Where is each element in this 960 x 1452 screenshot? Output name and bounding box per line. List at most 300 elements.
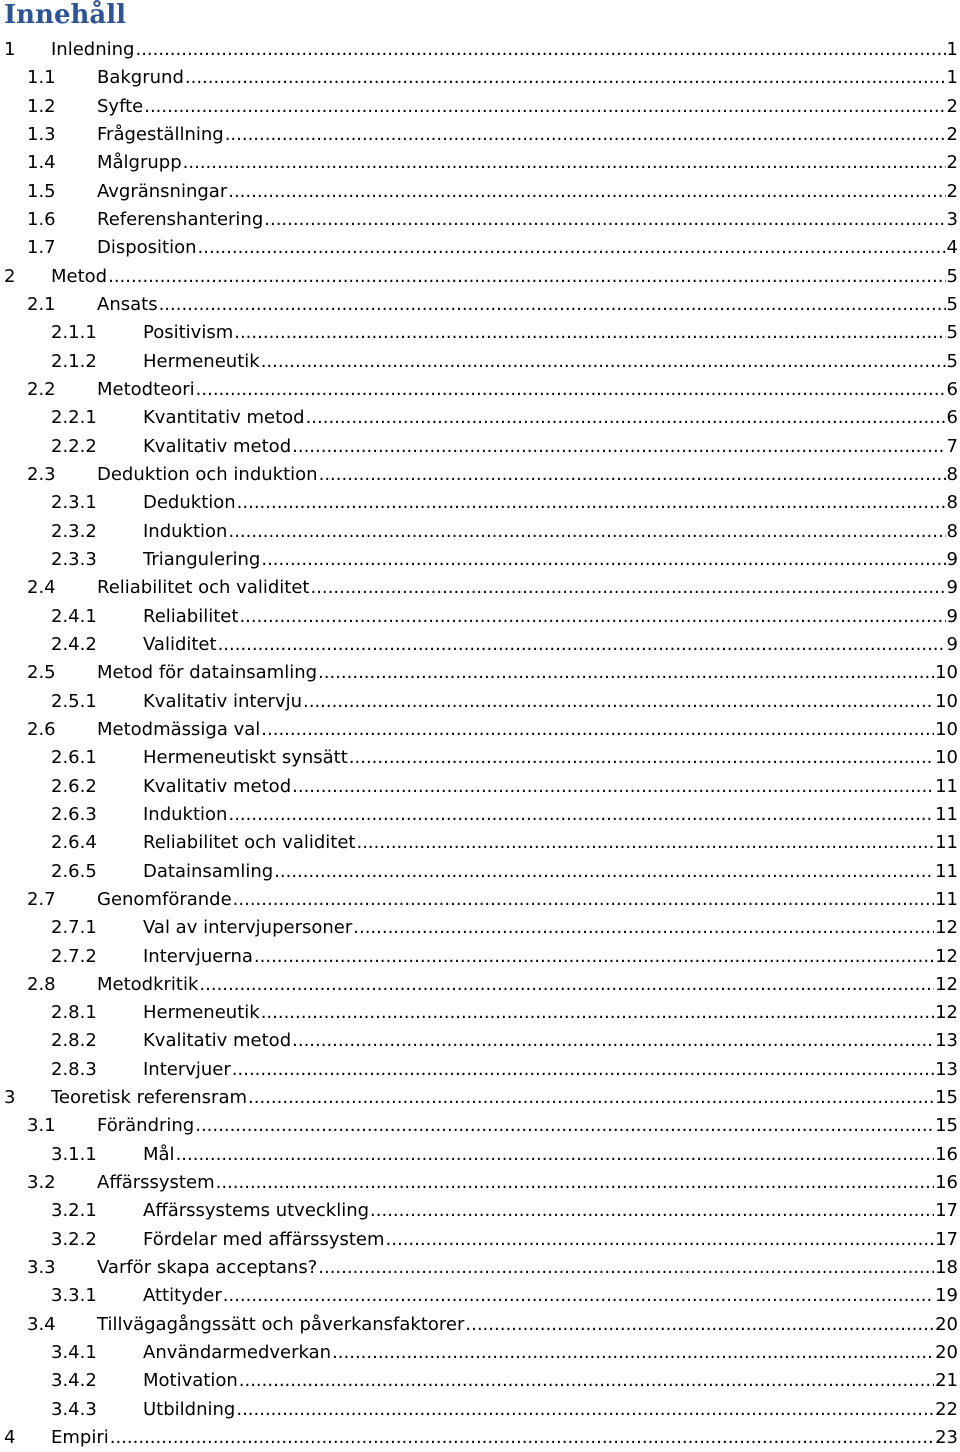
toc-dot-leader xyxy=(110,1424,934,1452)
toc-dot-leader xyxy=(318,1254,934,1282)
toc-entry-label[interactable]: Frågeställning xyxy=(97,123,224,145)
toc-entry-row[interactable] xyxy=(143,631,958,659)
toc-entry-row[interactable] xyxy=(97,716,958,744)
toc-entry[interactable] xyxy=(0,1282,960,1310)
toc-entry-page: 2 xyxy=(946,180,958,202)
toc-entry[interactable] xyxy=(0,1226,960,1254)
toc-dot-leader xyxy=(199,971,934,999)
toc-entry-row[interactable] xyxy=(51,1424,958,1452)
toc-entry-page: 11 xyxy=(935,775,958,797)
toc-dot-leader xyxy=(310,574,945,602)
toc-entry[interactable] xyxy=(0,716,960,744)
toc-entry-row[interactable] xyxy=(97,234,958,262)
toc-entry-row[interactable] xyxy=(51,36,958,64)
toc-entry-row[interactable] xyxy=(143,1197,958,1225)
toc-dot-leader xyxy=(370,1197,934,1225)
toc-entry-number: 3.4.3 xyxy=(51,1398,97,1420)
toc-entry-number: 2.3.2 xyxy=(51,520,97,542)
toc-entry-row[interactable] xyxy=(143,1282,958,1310)
toc-entry[interactable] xyxy=(0,1311,960,1339)
toc-entry[interactable] xyxy=(0,93,960,121)
toc-entry-number: 2.6.3 xyxy=(51,803,97,825)
toc-entry-row[interactable] xyxy=(143,943,958,971)
toc-entry-label[interactable]: Validitet xyxy=(143,633,217,655)
toc-entry-row[interactable] xyxy=(143,914,958,942)
toc-entry-number: 3.2.1 xyxy=(51,1200,97,1222)
toc-entry-number: 2.3 xyxy=(27,463,56,485)
toc-entry-page: 10 xyxy=(935,662,958,684)
toc-entry-label[interactable]: Användarmedverkan xyxy=(143,1342,332,1364)
toc-dot-leader xyxy=(135,36,945,64)
toc-entry[interactable] xyxy=(0,1396,960,1424)
toc-entry-page: 21 xyxy=(935,1370,958,1392)
toc-dot-leader xyxy=(353,914,934,942)
toc-entry-row[interactable] xyxy=(143,829,958,857)
toc-dot-leader xyxy=(274,858,934,886)
toc-entry-page: 8 xyxy=(946,520,958,542)
toc-entry-page: 9 xyxy=(946,577,958,599)
toc-entry-row[interactable] xyxy=(97,461,958,489)
toc-entry[interactable] xyxy=(0,1254,960,1282)
toc-entry-page: 3 xyxy=(946,208,958,230)
toc-entry-label[interactable]: Val av intervjupersoner xyxy=(143,917,353,939)
toc-dot-leader xyxy=(239,603,945,631)
toc-entry[interactable] xyxy=(0,1197,960,1225)
toc-entry[interactable] xyxy=(0,1084,960,1112)
toc-entry-page: 23 xyxy=(935,1427,958,1449)
toc-dot-leader xyxy=(159,291,946,319)
toc-entry-row[interactable] xyxy=(97,206,958,234)
toc-entry-row[interactable] xyxy=(143,404,958,432)
toc-entry-row[interactable] xyxy=(97,121,958,149)
toc-dot-leader xyxy=(228,178,945,206)
toc-entry-label[interactable]: Mål xyxy=(143,1143,175,1165)
toc-entry[interactable] xyxy=(0,603,960,631)
toc-entry-number: 1.6 xyxy=(27,208,56,230)
toc-entry-number: 2.4.1 xyxy=(51,605,97,627)
toc-entry[interactable] xyxy=(0,999,960,1027)
toc-dot-leader xyxy=(292,773,934,801)
toc-entry-page: 9 xyxy=(946,548,958,570)
toc-entry[interactable] xyxy=(0,1367,960,1395)
toc-entry-label[interactable]: Affärssystems utveckling xyxy=(143,1200,370,1222)
toc-entry-label[interactable]: Metodteori xyxy=(97,378,195,400)
toc-entry-page: 8 xyxy=(946,492,958,514)
toc-dot-leader xyxy=(236,1396,934,1424)
toc-entry-row[interactable] xyxy=(143,858,958,886)
toc-entry-label[interactable]: Teoretisk referensram xyxy=(51,1087,248,1109)
toc-entry[interactable] xyxy=(0,64,960,92)
toc-entry-row[interactable] xyxy=(143,744,958,772)
toc-entry[interactable] xyxy=(0,829,960,857)
toc-entry-label[interactable]: Datainsamling xyxy=(143,860,274,882)
toc-entry-page: 13 xyxy=(935,1030,958,1052)
toc-entry-label[interactable]: Förändring xyxy=(97,1115,195,1137)
toc-dot-leader xyxy=(239,1367,934,1395)
toc-entry-number: 3.1.1 xyxy=(51,1143,97,1165)
toc-entry-row[interactable] xyxy=(51,1084,958,1112)
toc-entry[interactable] xyxy=(0,319,960,347)
toc-entry-number: 2.7.2 xyxy=(51,945,97,967)
toc-entry-row[interactable] xyxy=(97,1254,958,1282)
toc-entry-label[interactable]: Utbildning xyxy=(143,1398,236,1420)
toc-entry[interactable] xyxy=(0,461,960,489)
toc-entry-page: 2 xyxy=(946,123,958,145)
toc-entry-page: 20 xyxy=(935,1342,958,1364)
toc-dot-leader xyxy=(261,716,934,744)
toc-dot-leader xyxy=(254,943,934,971)
toc-entry-page: 8 xyxy=(946,463,958,485)
toc-entry-page: 1 xyxy=(946,39,958,60)
toc-entry-row[interactable] xyxy=(143,518,958,546)
toc-dot-leader xyxy=(332,1339,934,1367)
toc-entry-number: 1.7 xyxy=(27,237,56,259)
toc-entry[interactable] xyxy=(0,121,960,149)
toc-entry[interactable] xyxy=(0,178,960,206)
toc-entry[interactable] xyxy=(0,376,960,404)
toc-entry[interactable] xyxy=(0,574,960,602)
toc-entry-row[interactable] xyxy=(97,93,958,121)
toc-entry-row[interactable] xyxy=(97,1112,958,1140)
toc-entry[interactable] xyxy=(0,858,960,886)
toc-dot-leader xyxy=(225,121,946,149)
toc-dot-leader xyxy=(261,999,934,1027)
toc-entry-page: 10 xyxy=(935,718,958,740)
toc-entry-number: 2.1.1 xyxy=(51,322,97,344)
toc-dot-leader xyxy=(183,149,946,177)
toc-entry-row[interactable] xyxy=(143,1056,958,1084)
toc-entry-row[interactable] xyxy=(97,659,958,687)
toc-dot-leader xyxy=(234,319,945,347)
toc-entry-number: 3.4.1 xyxy=(51,1342,97,1364)
toc-entry[interactable] xyxy=(0,489,960,517)
toc-entry-page: 11 xyxy=(935,860,958,882)
toc-entry-page: 13 xyxy=(935,1058,958,1080)
toc-entry-number: 1.2 xyxy=(27,95,56,117)
toc-entry-page: 19 xyxy=(935,1285,958,1307)
toc-entry-number: 3.2.2 xyxy=(51,1228,97,1250)
toc-entry-number: 3.1 xyxy=(27,1115,56,1137)
toc-entry-page: 17 xyxy=(935,1228,958,1250)
toc-entry-label[interactable]: Disposition xyxy=(97,237,197,259)
toc-entry-number: 1.4 xyxy=(27,152,56,174)
toc-entry-row[interactable] xyxy=(97,1169,958,1197)
toc-entry-label[interactable]: Avgränsningar xyxy=(97,180,228,202)
toc-dot-leader xyxy=(196,376,946,404)
toc-entry-label[interactable]: Metod xyxy=(51,265,108,287)
toc-entry-number: 2.6 xyxy=(27,718,56,740)
toc-entry-number: 4 xyxy=(4,1427,16,1449)
toc-dot-leader xyxy=(228,801,934,829)
toc-dot-leader xyxy=(356,829,934,857)
toc-entry[interactable] xyxy=(0,291,960,319)
toc-entry-label[interactable]: Kvalitativ metod xyxy=(143,435,292,457)
toc-entry[interactable] xyxy=(0,404,960,432)
toc-entry-number: 2.8.2 xyxy=(51,1030,97,1052)
toc-dot-leader xyxy=(228,518,945,546)
toc-entry-label[interactable]: Intervjuerna xyxy=(143,945,253,967)
toc-entry-label[interactable]: Tillvägagångssätt och påverkansfaktorer xyxy=(97,1313,465,1335)
toc-dot-leader xyxy=(261,546,945,574)
toc-entry-number: 2.8.3 xyxy=(51,1058,97,1080)
toc-entry-page: 9 xyxy=(946,633,958,655)
toc-entry-number: 2.6.2 xyxy=(51,775,97,797)
toc-entry-label[interactable]: Deduktion xyxy=(143,492,236,514)
toc-entry-number: 2.7.1 xyxy=(51,917,97,939)
toc-entry-label[interactable]: Empiri xyxy=(51,1427,109,1449)
toc-entry-page: 18 xyxy=(935,1257,958,1279)
toc-dot-leader xyxy=(303,688,934,716)
toc-entry-label[interactable]: Kvalitativ metod xyxy=(143,775,292,797)
toc-entry[interactable] xyxy=(0,1169,960,1197)
toc-dot-leader xyxy=(264,206,945,234)
toc-entry-row[interactable] xyxy=(143,1367,958,1395)
toc-dot-leader xyxy=(108,263,945,291)
toc-entry-number: 2.5.1 xyxy=(51,690,97,712)
toc-entry-page: 10 xyxy=(935,690,958,712)
toc-entry-row[interactable] xyxy=(97,1311,958,1339)
toc-entry-number: 2.2.2 xyxy=(51,435,97,457)
toc-entry-page: 7 xyxy=(946,435,958,457)
toc-entry-number: 2.3.1 xyxy=(51,492,97,514)
toc-entry-label[interactable]: Syfte xyxy=(97,95,144,117)
toc-entry-row[interactable] xyxy=(97,574,958,602)
toc-entry[interactable] xyxy=(0,518,960,546)
toc-entry-number: 3.4 xyxy=(27,1313,56,1335)
toc-entry-row[interactable] xyxy=(97,376,958,404)
toc-entry[interactable] xyxy=(0,1141,960,1169)
toc-entry-label[interactable]: Bakgrund xyxy=(97,67,184,89)
toc-entry-number: 2.1 xyxy=(27,293,56,315)
toc-dot-leader xyxy=(195,1112,934,1140)
toc-dot-leader xyxy=(233,886,934,914)
toc-dot-leader xyxy=(292,433,945,461)
toc-entry-number: 2.7 xyxy=(27,888,56,910)
toc-entry[interactable] xyxy=(0,631,960,659)
toc-entry-row[interactable] xyxy=(51,263,958,291)
toc-entry-number: 2.2 xyxy=(27,378,56,400)
toc-entry-page: 4 xyxy=(946,237,958,259)
toc-entry-page: 16 xyxy=(935,1143,958,1165)
toc-entry-label[interactable]: Hermeneutik xyxy=(143,1002,260,1024)
toc-entry-page: 2 xyxy=(946,95,958,117)
toc-dot-leader xyxy=(237,489,946,517)
toc-entry-page: 11 xyxy=(935,803,958,825)
toc-entry[interactable] xyxy=(0,206,960,234)
toc-entry-page: 22 xyxy=(935,1398,958,1420)
toc-entry-number: 1.1 xyxy=(27,67,56,89)
toc-entry-label[interactable]: Målgrupp xyxy=(97,152,182,174)
toc-entry-row[interactable] xyxy=(143,489,958,517)
toc-entry-label[interactable]: Kvalitativ intervju xyxy=(143,690,303,712)
toc-entry-label[interactable]: Referenshantering xyxy=(97,208,264,230)
toc-entry-page: 9 xyxy=(946,605,958,627)
toc-entry-label[interactable]: Induktion xyxy=(143,803,228,825)
toc-entry-page: 5 xyxy=(946,293,958,315)
toc-entry[interactable] xyxy=(0,1056,960,1084)
toc-dot-leader xyxy=(185,64,946,92)
toc-entry-number: 3.3.1 xyxy=(51,1285,97,1307)
toc-entry[interactable] xyxy=(0,546,960,574)
toc-entry-label[interactable]: Affärssystem xyxy=(97,1172,215,1194)
toc-entry-row[interactable] xyxy=(97,64,958,92)
toc-entry-row[interactable] xyxy=(143,319,958,347)
toc-entry-label[interactable]: Hermeneutik xyxy=(143,350,260,372)
toc-entry[interactable] xyxy=(0,744,960,772)
toc-dot-leader xyxy=(216,1169,934,1197)
toc-entry-row[interactable] xyxy=(143,1226,958,1254)
toc-dot-leader xyxy=(465,1311,934,1339)
toc-dot-leader xyxy=(176,1141,935,1169)
toc-entry-row[interactable] xyxy=(143,1027,958,1055)
toc-entry[interactable] xyxy=(0,1424,960,1452)
toc-entry[interactable] xyxy=(0,943,960,971)
toc-entry-row[interactable] xyxy=(143,1141,958,1169)
toc-entry-page: 17 xyxy=(935,1200,958,1222)
toc-dot-leader xyxy=(232,1056,934,1084)
toc-entry-label[interactable]: Hermeneutiskt synsätt xyxy=(143,747,348,769)
toc-entry-row[interactable] xyxy=(143,1396,958,1424)
toc-entry-row[interactable] xyxy=(143,773,958,801)
toc-entry-number: 2.8.1 xyxy=(51,1002,97,1024)
toc-entry[interactable] xyxy=(0,348,960,376)
toc-entry-page: 12 xyxy=(935,1002,958,1024)
toc-entry-page: 15 xyxy=(935,1115,958,1137)
toc-entry-number: 2.6.4 xyxy=(51,832,97,854)
toc-entry-number: 1.3 xyxy=(27,123,56,145)
toc-entry[interactable] xyxy=(0,971,960,999)
toc-entry-label[interactable]: Deduktion och induktion xyxy=(97,463,318,485)
toc-entry-label[interactable]: Kvantitativ metod xyxy=(143,407,305,429)
toc-entry-label[interactable]: Genomförande xyxy=(97,888,232,910)
toc-title: Innehåll xyxy=(4,0,127,30)
toc-entry-label[interactable]: Attityder xyxy=(143,1285,222,1307)
toc-entry-label[interactable]: Reliabilitet och validitet xyxy=(97,577,310,599)
toc-entry-number: 2.8 xyxy=(27,973,56,995)
toc-entry-row[interactable] xyxy=(97,149,958,177)
toc-entry[interactable] xyxy=(0,1027,960,1055)
toc-dot-leader xyxy=(198,234,946,262)
toc-entry-number: 2.3.3 xyxy=(51,548,97,570)
toc-dot-leader xyxy=(306,404,946,432)
toc-entry-page: 10 xyxy=(935,747,958,769)
toc-dot-leader xyxy=(261,348,946,376)
toc-dot-leader xyxy=(318,659,934,687)
toc-entry-number: 3.4.2 xyxy=(51,1370,97,1392)
toc-entry-label[interactable]: Triangulering xyxy=(143,548,261,570)
toc-entry-number: 2.5 xyxy=(27,662,56,684)
toc-dot-leader xyxy=(349,744,934,772)
toc-dot-leader xyxy=(248,1084,934,1112)
toc-entry-label[interactable]: Reliabilitet och validitet xyxy=(143,832,356,854)
toc-entry-number: 1 xyxy=(4,39,16,60)
toc-entry-label[interactable]: Motivation xyxy=(143,1370,238,1392)
toc-entry-page: 12 xyxy=(935,973,958,995)
toc-entry-page: 15 xyxy=(935,1087,958,1109)
toc-entry-label[interactable]: Induktion xyxy=(143,520,228,542)
toc-entry-label[interactable]: Ansats xyxy=(97,293,158,315)
toc-entry-page: 12 xyxy=(935,917,958,939)
toc-entry-number: 2.6.1 xyxy=(51,747,97,769)
toc-entry-number: 2.4.2 xyxy=(51,633,97,655)
toc-entry-number: 3 xyxy=(4,1087,16,1109)
toc-entry[interactable] xyxy=(0,1112,960,1140)
toc-entry-row[interactable] xyxy=(143,1339,958,1367)
toc-entry-page: 2 xyxy=(946,152,958,174)
toc-entry[interactable] xyxy=(0,659,960,687)
toc-entry-page: 5 xyxy=(946,265,958,287)
toc-entry-row[interactable] xyxy=(143,603,958,631)
toc-entry[interactable] xyxy=(0,688,960,716)
toc-entry[interactable] xyxy=(0,36,960,64)
toc-entry[interactable] xyxy=(0,234,960,262)
toc-dot-leader xyxy=(223,1282,934,1310)
toc-entry-label[interactable]: Metodmässiga val xyxy=(97,718,261,740)
toc-entry-label[interactable]: Fördelar med affärssystem xyxy=(143,1228,385,1250)
toc-entry[interactable] xyxy=(0,886,960,914)
toc-entry-page: 12 xyxy=(935,945,958,967)
toc-entry-page: 6 xyxy=(946,407,958,429)
toc-entry-row[interactable] xyxy=(97,291,958,319)
table-of-contents xyxy=(0,36,960,1452)
toc-entry-number: 1.5 xyxy=(27,180,56,202)
toc-entry[interactable] xyxy=(0,773,960,801)
toc-dot-leader xyxy=(319,461,946,489)
toc-dot-leader xyxy=(218,631,946,659)
toc-entry-row[interactable] xyxy=(143,999,958,1027)
toc-entry-number: 2.6.5 xyxy=(51,860,97,882)
toc-entry-row[interactable] xyxy=(143,433,958,461)
toc-entry[interactable] xyxy=(0,1339,960,1367)
toc-entry-number: 3.2 xyxy=(27,1172,56,1194)
toc-entry-row[interactable] xyxy=(143,801,958,829)
toc-entry-label[interactable]: Varför skapa acceptans? xyxy=(97,1257,318,1279)
toc-entry-label[interactable]: Intervjuer xyxy=(143,1058,231,1080)
toc-dot-leader xyxy=(144,93,945,121)
toc-entry-page: 16 xyxy=(935,1172,958,1194)
toc-entry-number: 3.3 xyxy=(27,1257,56,1279)
toc-entry-page: 11 xyxy=(935,888,958,910)
toc-entry[interactable] xyxy=(0,801,960,829)
toc-entry-number: 2.1.2 xyxy=(51,350,97,372)
toc-entry-number: 2.4 xyxy=(27,577,56,599)
toc-entry-label[interactable]: Positivism xyxy=(143,322,234,344)
toc-entry-row[interactable] xyxy=(97,971,958,999)
toc-entry[interactable] xyxy=(0,433,960,461)
toc-entry-row[interactable] xyxy=(143,546,958,574)
toc-entry-row[interactable] xyxy=(97,178,958,206)
toc-entry-page: 1 xyxy=(946,67,958,89)
toc-entry-label[interactable]: Metod för datainsamling xyxy=(97,662,318,684)
toc-entry[interactable] xyxy=(0,149,960,177)
toc-entry-page: 6 xyxy=(946,378,958,400)
toc-entry[interactable] xyxy=(0,263,960,291)
toc-entry-page: 5 xyxy=(946,350,958,372)
toc-entry-page: 20 xyxy=(935,1313,958,1335)
toc-dot-leader xyxy=(386,1226,935,1254)
toc-entry-label[interactable]: Metodkritik xyxy=(97,973,199,995)
toc-entry-label[interactable]: Reliabilitet xyxy=(143,605,239,627)
toc-entry-label[interactable]: Inledning xyxy=(51,39,135,60)
toc-entry[interactable] xyxy=(0,914,960,942)
toc-dot-leader xyxy=(292,1027,934,1055)
toc-entry-row[interactable] xyxy=(143,688,958,716)
toc-entry-row[interactable] xyxy=(143,348,958,376)
toc-entry-row[interactable] xyxy=(97,886,958,914)
toc-entry-page: 11 xyxy=(935,832,958,854)
toc-entry-label[interactable]: Kvalitativ metod xyxy=(143,1030,292,1052)
toc-entry-number: 2.2.1 xyxy=(51,407,97,429)
